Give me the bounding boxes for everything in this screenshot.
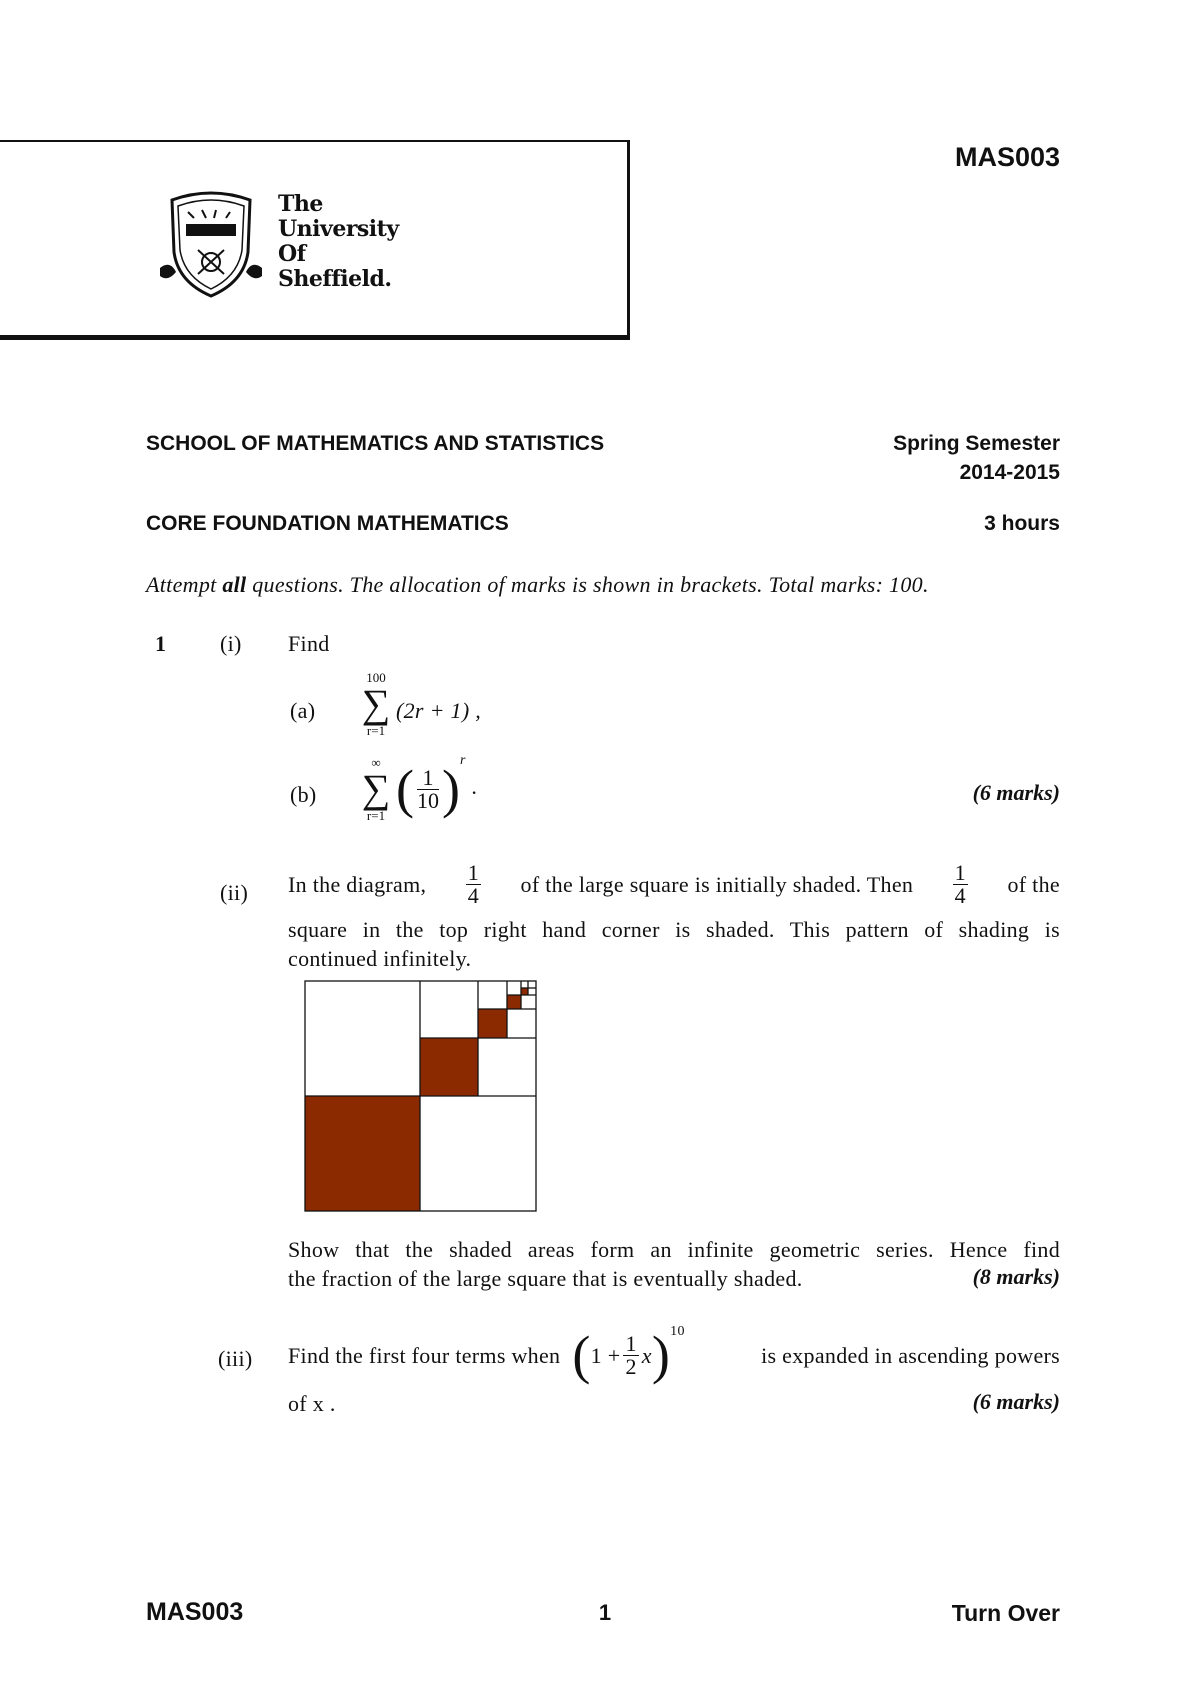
expr-variable: x (641, 1342, 652, 1368)
fraction-numerator: 1 (467, 859, 480, 885)
left-paren: ( (396, 759, 414, 819)
fraction-denominator: 4 (467, 882, 480, 908)
university-name-line: The (278, 191, 323, 217)
instructions-post: questions. The allocation of marks is shown in brackets. Total marks: 100. (246, 572, 929, 597)
fraction-numerator: 1 (954, 859, 966, 885)
part-i-marks: (6 marks) (972, 780, 1060, 805)
exponent: 10 (670, 1323, 685, 1339)
fraction (416, 764, 439, 813)
part-iii-line-1 (288, 1323, 1060, 1385)
part-ii-follow-1: Show that the shaded areas form an infinite geometric series. Hence find (288, 1237, 1060, 1262)
page-number: 1 (598, 1600, 612, 1625)
part-a-label: (a) (290, 698, 316, 723)
shading-diagram (304, 980, 538, 1212)
sigma-icon: ∑ (361, 766, 391, 811)
shaded-squares (305, 988, 528, 1211)
sigma-icon: ∑ (361, 681, 391, 726)
university-name (278, 192, 399, 292)
instructions-emphasis: all (222, 572, 247, 597)
footer-turn-over: Turn Over (951, 1600, 1060, 1626)
exponent: r (459, 752, 466, 768)
academic-year: 2014-2015 (959, 461, 1060, 484)
left-paren: ( (572, 1325, 591, 1385)
fraction-numerator: 1 (625, 1330, 637, 1356)
sum-a-upper: 100 (366, 670, 386, 685)
part-ii-line-1 (288, 859, 1060, 908)
shaded-square (305, 1096, 420, 1211)
fraction-denominator: 10 (416, 787, 439, 813)
part-iii-text: is expanded in ascending powers (761, 1342, 1060, 1368)
part-iii-marks: (6 marks) (972, 1389, 1060, 1414)
part-i-label: (i) (220, 631, 242, 656)
university-name-line: Of (278, 241, 306, 267)
part-ii-line-3: continued infinitely. (288, 946, 472, 971)
fraction-numerator: 1 (417, 767, 439, 790)
shaded-square (507, 995, 521, 1009)
shaded-square (521, 988, 528, 995)
exam-duration: 3 hours (984, 512, 1060, 535)
university-name-line: Sheffield. (278, 266, 392, 292)
question-number: 1 (155, 631, 167, 656)
sum-a (356, 670, 396, 738)
shaded-square (420, 1038, 478, 1096)
school-name: SCHOOL OF MATHEMATICS AND STATISTICS (146, 432, 605, 455)
footer-course-code: MAS003 (146, 1598, 244, 1626)
sum-a-expression: (2r + 1) , (396, 698, 482, 723)
sum-b-tail: . (471, 774, 477, 800)
course-code-top: MAS003 (954, 142, 1060, 172)
part-i-prompt: Find (288, 631, 330, 656)
instructions-pre: Attempt (146, 572, 223, 597)
fraction-half (623, 1330, 638, 1379)
module-title: CORE FOUNDATION MATHEMATICS (146, 512, 509, 535)
sum-b-upper: ∞ (371, 755, 381, 770)
part-ii-text: of the large square is initially shaded. Then (520, 871, 914, 897)
part-ii-line-2: square in the top right hand corner is shaded. This pattern of shading is (288, 917, 1060, 942)
shaded-square (478, 1009, 507, 1038)
sum-b-expression (396, 752, 477, 819)
part-ii-marks: (8 marks) (972, 1264, 1060, 1289)
part-iii-text: Find the first four terms when (288, 1342, 561, 1368)
part-ii-label: (ii) (220, 880, 249, 905)
expr-one: 1 + (590, 1342, 621, 1368)
part-b-label: (b) (290, 782, 317, 807)
part-iii-label: (iii) (218, 1346, 253, 1371)
fraction-denominator: 4 (954, 882, 966, 908)
right-paren: ) (651, 1325, 671, 1385)
university-crest-icon (158, 190, 264, 300)
fraction-quarter (953, 859, 968, 908)
fraction-quarter (466, 859, 481, 908)
instructions (146, 570, 929, 599)
semester: Spring Semester (893, 432, 1060, 455)
sum-b (356, 755, 396, 823)
part-iii-line-2: of x . (288, 1391, 336, 1416)
right-paren: ) (441, 759, 460, 819)
part-ii-text: In the diagram, (288, 871, 427, 897)
fraction-denominator: 2 (625, 1353, 637, 1379)
sum-a-lower: r=1 (366, 723, 386, 738)
university-name-line: University (278, 216, 399, 242)
part-ii-text: of the (1007, 871, 1060, 897)
part-ii-follow-2: the fraction of the large square that is eventually shaded. (288, 1266, 803, 1291)
sum-b-lower: r=1 (366, 808, 386, 823)
